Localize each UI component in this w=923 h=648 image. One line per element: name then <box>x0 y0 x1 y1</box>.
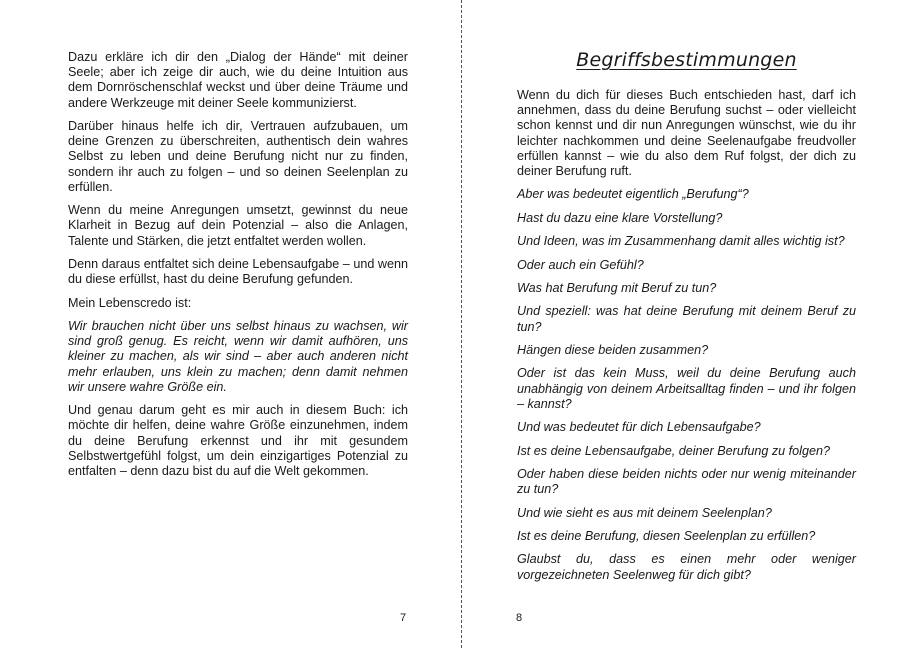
right-page <box>462 0 923 648</box>
question: Aber was bedeutet eigentlich „Berufung“? <box>517 187 749 202</box>
left-page <box>0 0 461 648</box>
paragraph: Wenn du meine Anregungen umsetzt, gewinnst du neue Klarheit in Bezug auf dein Potenzial – also die Anlagen, Talente und Stärken, die jetzt entfaltet werden wollen. <box>68 203 408 248</box>
question: Hast du dazu eine klare Vorstellung? <box>517 210 723 225</box>
left-text-column <box>68 50 408 487</box>
question: Glaubst du, dass es einen mehr oder weniger vorgezeichneten Seelenweg für dich gibt? <box>517 552 856 582</box>
chapter-title: Begriffsbestimmungen <box>576 49 797 71</box>
paragraph: Mein Lebenscredo ist: <box>68 295 192 310</box>
credo-quote: Wir brauchen nicht über uns selbst hinaus zu wachsen, wir sind groß genug. Es reicht, wenn wir damit aufhören, uns kleiner zu machen, als wir sind – aber auch anderen nicht mehr erlauben, uns klein zu machen; denn damit nehmen wir unsere wahre Größe ein. <box>68 318 408 394</box>
paragraph: Dazu erkläre ich dir den „Dialog der Hände“ mit deiner Seele; aber ich zeige dir auch, wie du deine Intuition aus dem Dornröschenschlaf weckst und über deine Träume und andere Werkzeuge mit deiner Seele kommunizierst. <box>68 50 408 110</box>
paragraph: Und genau darum geht es mir auch in diesem Buch: ich möchte dir helfen, deine wahre Größe einzunehmen, indem du deine Berufung erkennst und ihr mit gesundem Selbstwertgefühl folgst, um dein einzigartiges Potenzial zu entfalten – denn dazu bist du auf die Welt gekommen. <box>68 403 408 478</box>
question: Und wie sieht es aus mit deinem Seelenplan? <box>517 505 772 520</box>
question: Oder auch ein Gefühl? <box>517 257 644 272</box>
question: Hängen diese beiden zusammen? <box>517 342 709 357</box>
paragraph: Darüber hinaus helfe ich dir, Vertrauen aufzubauen, um deine Grenzen zu überschreiten, authentisch dein wahres Selbst zu leben und deine Berufung nicht nur zu finden, sondern ihr auch zu folgen – und so deinen Seelenplan zu erfüllen. <box>68 119 408 194</box>
intro-paragraph: Wenn du dich für dieses Buch entschieden hast, darf ich annehmen, dass du deine Berufung suchst – oder vielleicht schon kennst und dir nun Anregungen wünschst, wie du ihr leichter nachkommen und deine Seelenaufgabe freudvoller erfüllen kannst – wie du also dem Ruf folgst, der dich zu deiner Berufung ruft. <box>517 88 856 179</box>
question: Und speziell: was hat deine Berufung mit deinem Beruf zu tun? <box>517 304 856 334</box>
question: Oder ist das kein Muss, weil du deine Berufung auch unabhängig von deinem Arbeitsalltag finden – und ihr folgen – kannst? <box>517 366 856 411</box>
question: Oder haben diese beiden nichts oder nur wenig miteinander zu tun? <box>517 466 856 497</box>
question: Ist es deine Berufung, diesen Seelenplan zu erfüllen? <box>517 528 816 543</box>
question: Ist es deine Lebensaufgabe, deiner Berufung zu folgen? <box>517 443 830 458</box>
paragraph: Denn daraus entfaltet sich deine Lebensaufgabe – und wenn du diese erfüllst, hast du deine Berufung gefunden. <box>68 257 408 287</box>
right-text-column <box>517 88 856 591</box>
question: Was hat Berufung mit Beruf zu tun? <box>517 280 717 295</box>
question: Und Ideen, was im Zusammenhang damit alles wichtig ist? <box>517 234 845 249</box>
question: Und was bedeutet für dich Lebensaufgabe? <box>517 420 761 435</box>
page-number-left: 7 <box>400 612 407 624</box>
page-number-right: 8 <box>516 612 523 624</box>
